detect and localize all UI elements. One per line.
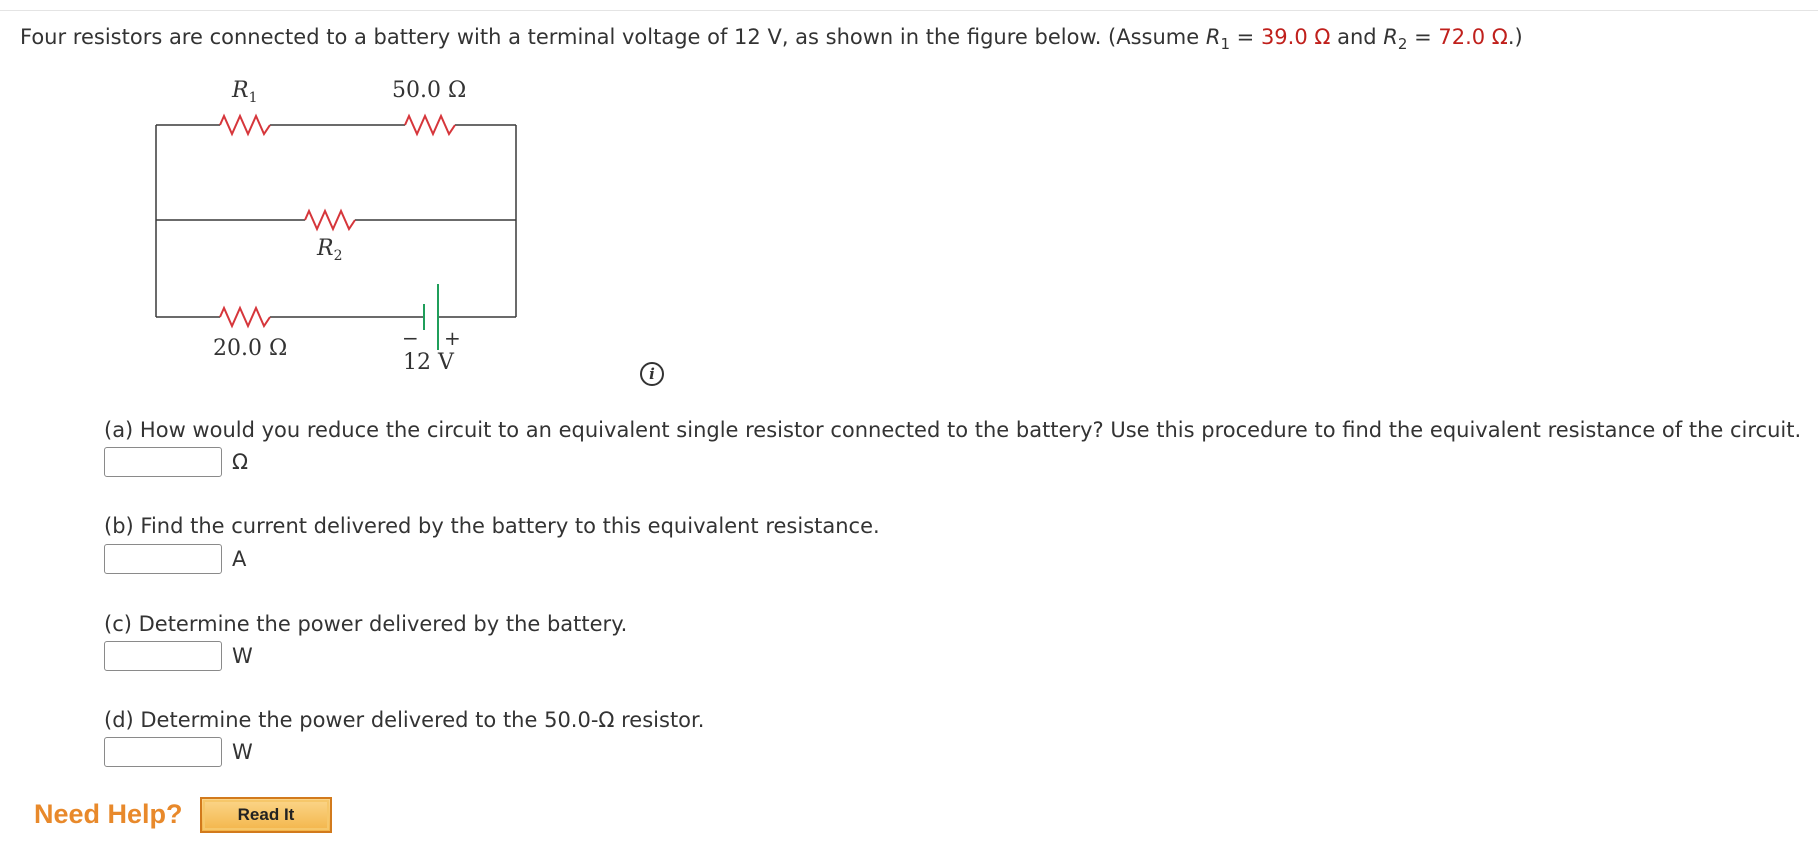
answer-input-d[interactable] [104,737,222,767]
question-b-text: (b) Find the current delivered by the battery to this equivalent resistance. [104,514,880,538]
battery-minus-label: − [402,326,419,350]
r2-variable: R [1383,25,1398,49]
r1-subscript: 1 [1220,35,1230,53]
r2-subscript: 2 [1397,35,1408,53]
intro-text: Four resistors are connected to a battery with a terminal voltage of 12 V, as shown in the figure below. (Assume [20,25,1206,49]
resistor-20-label: 20.0 Ω [213,336,288,361]
unit-amp: A [232,547,247,571]
r1-value: 39.0 Ω [1260,25,1331,49]
battery-voltage-label: 12 V [403,350,454,375]
resistor-r1 [220,116,270,134]
unit-watt-c: W [232,644,253,668]
question-c-text: (c) Determine the power delivered by the battery. [104,612,628,636]
circuit-figure [140,72,540,382]
resistor-20-ohm [220,308,270,326]
question-a-text: (a) How would you reduce the circuit to an equivalent single resistor connected to the battery? Use this procedure to find the equivalent resistance of the circuit. [104,418,1802,442]
battery-symbol [424,284,438,350]
question-d-text: (d) Determine the power delivered to the 50.0-Ω resistor. [104,708,705,732]
top-divider [0,0,1818,11]
equals-sign-1: = [1229,25,1261,49]
info-icon[interactable]: i [640,362,664,386]
answer-row-c [104,641,253,671]
intro-end: .) [1507,25,1523,49]
answer-input-a[interactable] [104,447,222,477]
unit-watt-d: W [232,740,253,764]
answer-input-b[interactable] [104,544,222,574]
resistor-50-label: 50.0 Ω [392,78,467,103]
answer-row-d [104,737,253,767]
problem-statement [20,22,1523,52]
battery-plus-label: + [444,326,461,350]
unit-ohm: Ω [232,450,249,474]
r1-variable: R [1205,25,1221,49]
r1-label: $R_1$ [232,78,258,106]
answer-row-a [104,447,248,477]
resistor-50-ohm [405,116,455,134]
r2-value: 72.0 Ω [1438,25,1508,49]
resistor-r2 [305,211,355,229]
equals-sign-2: = [1407,25,1439,49]
need-help-label: Need Help? [34,799,183,829]
answer-input-c[interactable] [104,641,222,671]
and-text: and [1330,25,1384,49]
answer-row-b [104,544,246,574]
r2-label: $R_2$ [317,236,343,264]
read-it-button[interactable]: Read It [200,797,332,833]
